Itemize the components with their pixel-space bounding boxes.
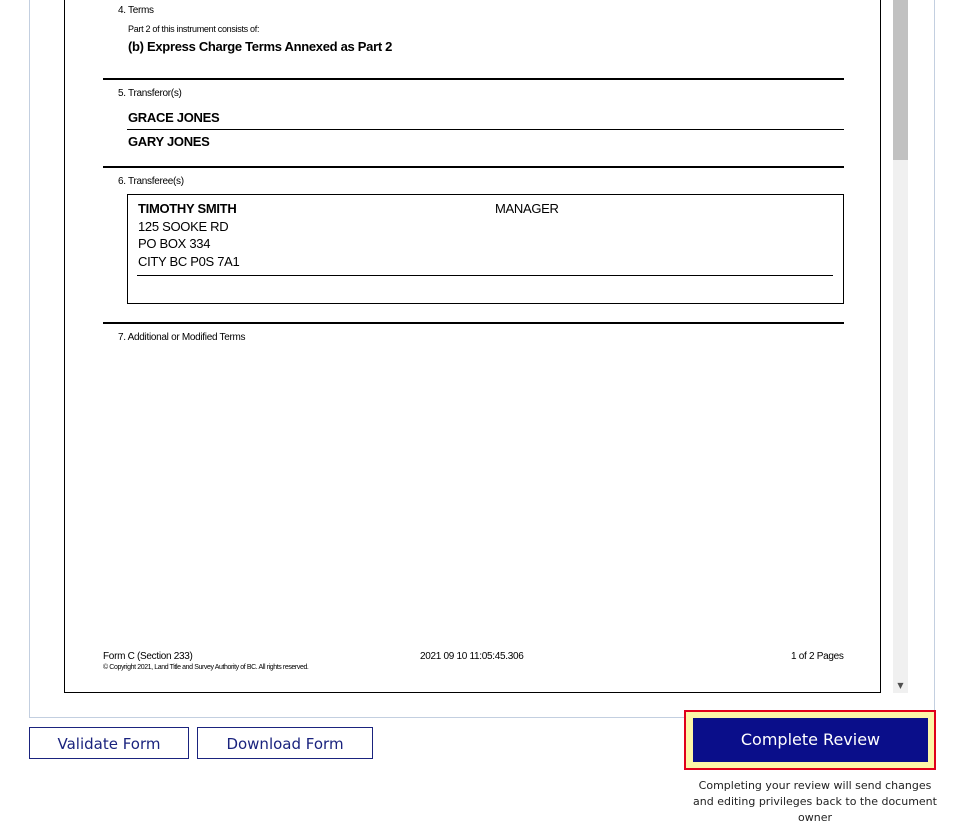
transferor-name: GRACE JONES xyxy=(128,110,220,125)
terms-intro: Part 2 of this instrument consists of: xyxy=(128,24,260,34)
transferee-occupation: MANAGER xyxy=(495,201,559,216)
transferor-name: GARY JONES xyxy=(128,134,210,149)
transferor-heading: 5. Transferor(s) xyxy=(118,88,182,99)
section-divider xyxy=(103,322,844,324)
transferee-name: TIMOTHY SMITH xyxy=(138,201,237,216)
transferee-divider xyxy=(137,275,833,276)
validate-form-button[interactable]: Validate Form xyxy=(29,727,189,759)
transferee-address-line: 125 SOOKE RD xyxy=(138,219,229,234)
document-page xyxy=(64,0,881,693)
copyright-notice: © Copyright 2021, Land Title and Survey Authority of BC. All rights reserved. xyxy=(103,664,309,671)
additional-terms-heading: 7. Additional or Modified Terms xyxy=(118,332,246,343)
terms-heading: 4. Terms xyxy=(118,5,154,16)
terms-value: (b) Express Charge Terms Annexed as Part 2 xyxy=(128,39,393,54)
form-timestamp: 2021 09 10 11:05:45.306 xyxy=(420,651,524,662)
form-name: Form C (Section 233) xyxy=(103,651,193,662)
section-divider xyxy=(103,78,844,80)
scrollbar-thumb[interactable] xyxy=(893,0,908,160)
transferee-address-line: PO BOX 334 xyxy=(138,236,211,251)
page-count: 1 of 2 Pages xyxy=(791,651,844,662)
transferee-heading: 6. Transferee(s) xyxy=(118,176,184,187)
download-form-button[interactable]: Download Form xyxy=(197,727,373,759)
section-divider xyxy=(103,166,844,168)
scroll-down-arrow-icon[interactable]: ▼ xyxy=(897,681,904,690)
transferor-divider xyxy=(127,129,844,130)
transferee-address-line: CITY BC P0S 7A1 xyxy=(138,254,240,269)
complete-review-button[interactable]: Complete Review xyxy=(693,718,928,762)
complete-review-note: Completing your review will send changes and editing privileges back to the document owner xyxy=(693,779,937,824)
